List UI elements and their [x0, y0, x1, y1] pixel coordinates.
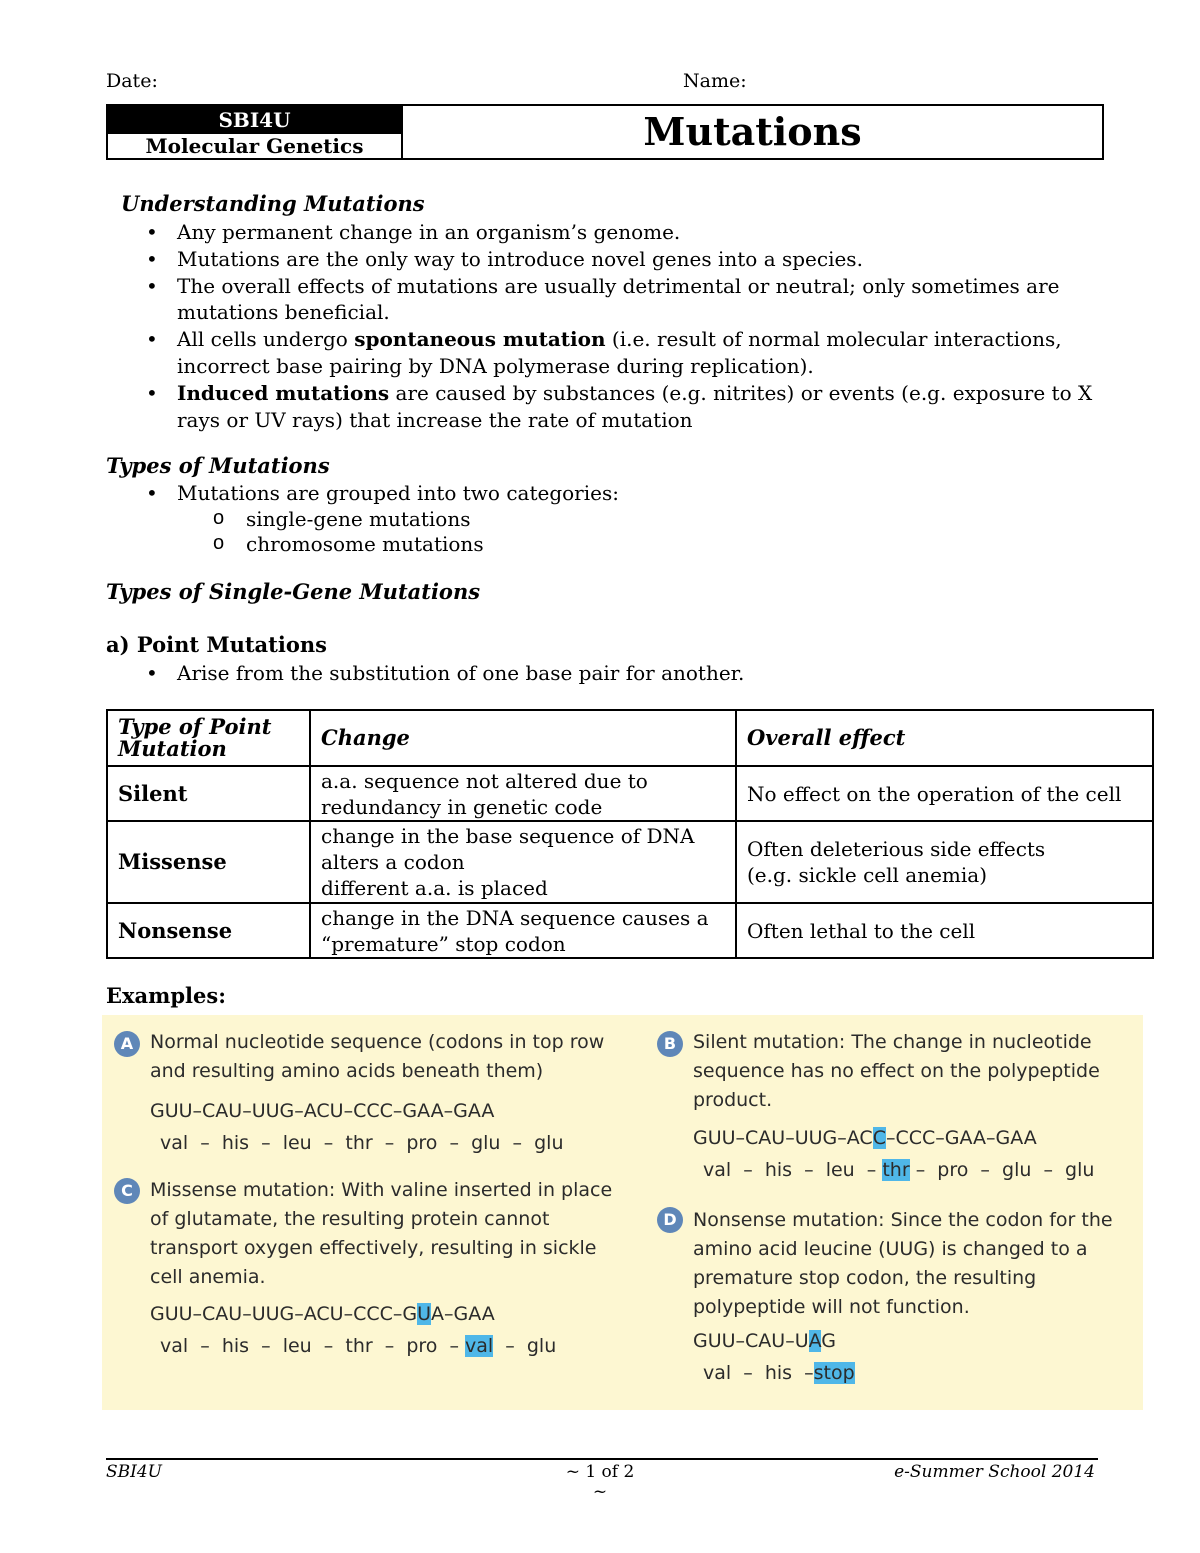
mutation-type: Nonsense: [107, 903, 310, 958]
bullet-text: Arise from the substitution of one base pair for another.: [177, 661, 745, 685]
bullet-text: All cells undergo: [177, 327, 355, 352]
bullet-text: are caused by substances (e.g. nitrites) or events (e.g. exposure to X rays or UV rays) that increase the rate of mutation: [177, 380, 1093, 432]
highlighted-base: U: [417, 1303, 432, 1325]
list-item: [177, 246, 1097, 273]
bullet-text: Any permanent change in an organism’s genome.: [177, 220, 681, 244]
understanding-list: [177, 219, 1097, 433]
examples-label: Examples:: [106, 983, 226, 1008]
list-item: [246, 532, 846, 557]
codon-text: A–GAA: [431, 1303, 495, 1325]
bold-term: Induced mutations: [177, 380, 390, 405]
mutation-type: Silent: [107, 766, 310, 821]
page-number: ~ 1 of 2 ~: [565, 1462, 635, 1502]
amino-text: val – his –: [703, 1362, 814, 1384]
amino-text: – pro – glu – glu: [909, 1159, 1095, 1181]
highlighted-amino: val: [465, 1335, 494, 1357]
badge-b-icon: B: [657, 1031, 683, 1057]
table-header-row: [107, 710, 1153, 766]
bullet-text: The overall effects of mutations are usually detrimental or neutral; only sometimes are mutations beneficial.: [177, 273, 1060, 325]
codon-sequence: GUU–CAU–UUG–ACU–CCC–GAA–GAA: [150, 1100, 495, 1122]
footer-school: e-Summer School 2014: [894, 1462, 1095, 1482]
mutation-change: change in the DNA sequence causes a “premature” stop codon: [310, 903, 736, 958]
bullet-text: single-gene mutations: [246, 507, 471, 531]
mutation-type: Missense: [107, 821, 310, 903]
badge-d-icon: D: [657, 1207, 683, 1233]
list-item: [177, 480, 1077, 507]
column-header: Change: [310, 710, 736, 766]
course-code: SBI4U: [108, 106, 401, 134]
list-item: [177, 219, 1097, 246]
badge-c-icon: C: [114, 1178, 140, 1204]
bullet-text: Mutations are grouped into two categories:: [177, 481, 619, 505]
list-item: [177, 380, 1097, 434]
mutation-change: [310, 821, 736, 903]
point-mutation-table: [106, 709, 1154, 959]
point-mutations-heading: a) Point Mutations: [106, 632, 327, 657]
amino-text: val – his – leu – thr – pro –: [160, 1335, 466, 1357]
bullet-text: chromosome mutations: [246, 532, 484, 556]
highlighted-amino: thr: [882, 1159, 910, 1181]
example-description: Normal nucleotide sequence (codons in top row and resulting amino acids beneath them): [150, 1031, 605, 1082]
footer-divider: [106, 1458, 1098, 1460]
effect-line: (e.g. sickle cell anemia): [747, 863, 987, 887]
amino-sequence: val – his – leu – thr – pro – glu – glu: [160, 1132, 564, 1154]
single-gene-heading: Types of Single-Gene Mutations: [106, 579, 481, 604]
name-label: Name:: [683, 70, 747, 92]
mutation-effect: No effect on the operation of the cell: [736, 766, 1153, 821]
codon-text: –CCC–GAA–GAA: [885, 1127, 1037, 1149]
mutation-effect: Often lethal to the cell: [736, 903, 1153, 958]
table-row: [107, 821, 1153, 903]
amino-text: val – his – leu –: [703, 1159, 883, 1181]
highlighted-base: A: [808, 1330, 822, 1352]
amino-text: – glu: [493, 1335, 557, 1357]
column-header: Overall effect: [736, 710, 1153, 766]
types-heading: Types of Mutations: [106, 453, 330, 478]
list-item: [177, 660, 1077, 687]
amino-sequence: [703, 1159, 1094, 1181]
footer-course: SBI4U: [106, 1462, 162, 1482]
title-box: [106, 104, 1104, 160]
mutation-effect: [736, 821, 1153, 903]
codon-text: GUU–CAU–UUG–AC: [693, 1127, 873, 1149]
categories-sublist: [246, 507, 846, 557]
change-line: change in the base sequence of DNA alters a codon: [321, 824, 695, 874]
badge-a-icon: A: [114, 1031, 140, 1057]
page-title: Mutations: [643, 109, 862, 154]
point-list: [177, 660, 1077, 687]
example-description: Missense mutation: With valine inserted in place of glutamate, the resulting protein cannot transport oxygen effectively, resulting in sickle cell anemia.: [150, 1179, 613, 1288]
amino-sequence: [703, 1362, 855, 1384]
types-list: [177, 480, 1077, 507]
amino-sequence: [160, 1335, 556, 1357]
date-label: Date:: [106, 70, 158, 92]
list-item: [177, 326, 1097, 380]
table-row: [107, 903, 1153, 958]
mutation-change: a.a. sequence not altered due to redundancy in genetic code: [310, 766, 736, 821]
course-block: [108, 106, 403, 158]
bold-term: spontaneous mutation: [354, 327, 606, 352]
bullet-text: (i.e. result of normal molecular interactions, incorrect base pairing by DNA polymerase during replication).: [177, 327, 1062, 378]
example-description: Silent mutation: The change in nucleotide sequence has no effect on the polypeptide product.: [693, 1031, 1100, 1111]
bullet-text: Mutations are the only way to introduce novel genes into a species.: [177, 246, 863, 271]
highlighted-base: C: [872, 1127, 886, 1149]
column-header: Type of Point Mutation: [107, 710, 310, 766]
understanding-heading: Understanding Mutations: [121, 191, 425, 216]
codon-text: GUU–CAU–UUG–ACU–CCC–G: [150, 1303, 418, 1325]
codon-text: GUU–CAU–U: [693, 1330, 809, 1352]
list-item: [246, 507, 846, 532]
codon-sequence: [693, 1330, 836, 1352]
example-description: Nonsense mutation: Since the codon for the amino acid leucine (UUG) is changed to a premature stop codon, the resulting polypeptide will not function.: [693, 1209, 1113, 1318]
list-item: [177, 273, 1097, 327]
examples-panel: [102, 1015, 1143, 1410]
highlighted-amino: stop: [813, 1362, 855, 1384]
codon-sequence: [150, 1303, 495, 1325]
unit-name: Molecular Genetics: [145, 134, 364, 158]
change-line: different a.a. is placed: [321, 876, 548, 900]
effect-line: Often deleterious side effects: [747, 837, 1046, 861]
table-row: [107, 766, 1153, 821]
codon-sequence: [693, 1127, 1037, 1149]
codon-text: G: [821, 1330, 837, 1352]
